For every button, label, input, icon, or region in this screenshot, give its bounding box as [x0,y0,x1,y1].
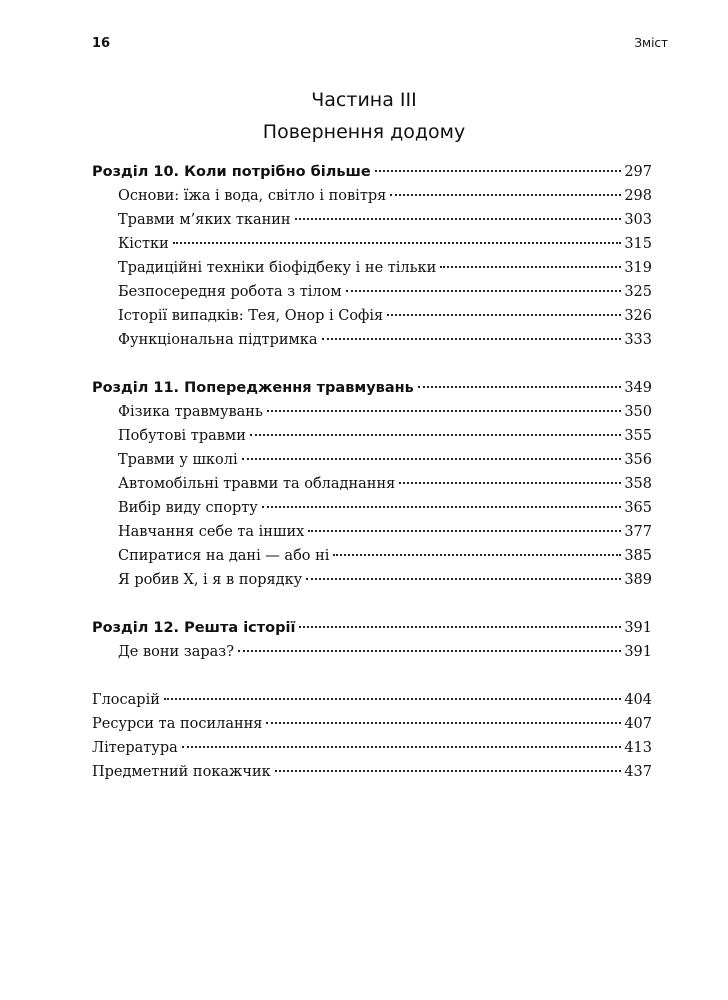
toc-entry-title: Побутові травми [118,428,246,444]
toc-entry-title: Традиційні техніки біофідбеку і не тільки [118,260,437,276]
toc-entry-page: 407 [624,716,652,732]
dot-leader [440,266,621,268]
toc-entry[interactable] [92,736,652,760]
dot-leader [164,698,621,700]
toc-chapter-entry[interactable] [92,160,652,184]
toc-entry-page: 413 [624,740,652,756]
dot-leader [418,386,621,388]
dot-leader [390,194,621,196]
toc-entry-title: Я робив Х, і я в порядку [118,572,303,588]
dot-leader [295,218,622,220]
table-of-contents [92,160,652,808]
toc-entry-title: Фізика травмувань [118,404,263,420]
toc-entry-title: Розділ 10. Коли потрібно більше [92,164,371,180]
toc-section-chapter-10 [92,160,652,352]
dot-leader [346,290,622,292]
toc-section-back-matter [92,688,652,784]
toc-entry-page: 391 [624,620,652,636]
toc-subentry[interactable] [92,328,652,352]
part-label: Частина III [311,89,417,111]
toc-entry-page: 377 [624,524,652,540]
toc-subentry[interactable] [92,424,652,448]
toc-entry-title: Розділ 12. Решта історії [92,620,296,636]
toc-entry-page: 356 [624,452,652,468]
toc-entry-page: 391 [624,644,652,660]
toc-entry-page: 389 [624,572,652,588]
toc-section-chapter-12 [92,616,652,664]
page-header [92,36,668,58]
toc-subentry[interactable] [92,256,652,280]
toc-entry-page: 326 [624,308,652,324]
toc-entry-title: Безпосередня робота з тілом [118,284,342,300]
toc-entry[interactable] [92,688,652,712]
toc-section-chapter-11 [92,376,652,592]
toc-entry-title: Розділ 11. Попередження травмувань [92,380,414,396]
running-title: Зміст [634,36,668,50]
toc-subentry[interactable] [92,496,652,520]
toc-entry-page: 404 [624,692,652,708]
dot-leader [333,554,621,556]
dot-leader [399,482,621,484]
dot-leader [238,650,621,652]
dot-leader [182,746,622,748]
toc-subentry[interactable] [92,184,652,208]
page-number: 16 [92,36,111,51]
dot-leader [299,626,621,628]
toc-entry-page: 297 [624,164,652,180]
toc-entry-title: Література [92,740,178,756]
toc-entry-title: Вибір виду спорту [118,500,258,516]
toc-entry[interactable] [92,760,652,784]
toc-subentry[interactable] [92,280,652,304]
toc-subentry[interactable] [92,640,652,664]
toc-entry-title: Навчання себе та інших [118,524,305,540]
toc-entry-title: Глосарій [92,692,160,708]
toc-chapter-entry[interactable] [92,376,652,400]
toc-subentry[interactable] [92,232,652,256]
toc-entry-page: 298 [624,188,652,204]
dot-leader [322,338,622,340]
dot-leader [266,722,621,724]
toc-entry-page: 319 [624,260,652,276]
toc-entry-title: Травми у школі [118,452,238,468]
toc-entry-page: 365 [624,500,652,516]
toc-entry-page: 333 [624,332,652,348]
toc-subentry[interactable] [92,472,652,496]
dot-leader [375,170,622,172]
toc-subentry[interactable] [92,520,652,544]
toc-entry-title: Історії випадків: Тея, Онор і Софія [118,308,384,324]
dot-leader [242,458,622,460]
toc-subentry[interactable] [92,448,652,472]
toc-entry-title: Ресурси та посилання [92,716,263,732]
toc-entry-title: Основи: їжа і вода, світло і повітря [118,188,387,204]
toc-entry-page: 355 [624,428,652,444]
toc-entry-page: 303 [624,212,652,228]
toc-entry-title: Де вони зараз? [118,644,234,660]
dot-leader [308,530,621,532]
toc-entry-page: 437 [624,764,652,780]
toc-entry-page: 385 [624,548,652,564]
toc-entry-title: Функціональна підтримка [118,332,318,348]
dot-leader [250,434,621,436]
dot-leader [275,770,622,772]
toc-entry[interactable] [92,712,652,736]
toc-entry-page: 358 [624,476,652,492]
toc-entry-title: Кістки [118,236,169,252]
toc-chapter-entry[interactable] [92,616,652,640]
toc-subentry[interactable] [92,400,652,424]
dot-leader [262,506,621,508]
dot-leader [306,578,621,580]
toc-subentry[interactable] [92,544,652,568]
toc-subentry[interactable] [92,208,652,232]
dot-leader [387,314,621,316]
toc-subentry[interactable] [92,304,652,328]
dot-leader [173,242,622,244]
toc-entry-page: 350 [624,404,652,420]
toc-entry-page: 315 [624,236,652,252]
part-title: Повернення додому [262,121,466,143]
toc-entry-title: Травми м’яких тканин [118,212,291,228]
toc-entry-title: Спиратися на дані — або ні [118,548,330,564]
toc-entry-page: 325 [624,284,652,300]
dot-leader [267,410,621,412]
toc-entry-title: Автомобільні травми та обладнання [118,476,396,492]
toc-subentry[interactable] [92,568,652,592]
toc-entry-title: Предметний покажчик [92,764,271,780]
part-heading [0,84,728,148]
toc-entry-page: 349 [624,380,652,396]
